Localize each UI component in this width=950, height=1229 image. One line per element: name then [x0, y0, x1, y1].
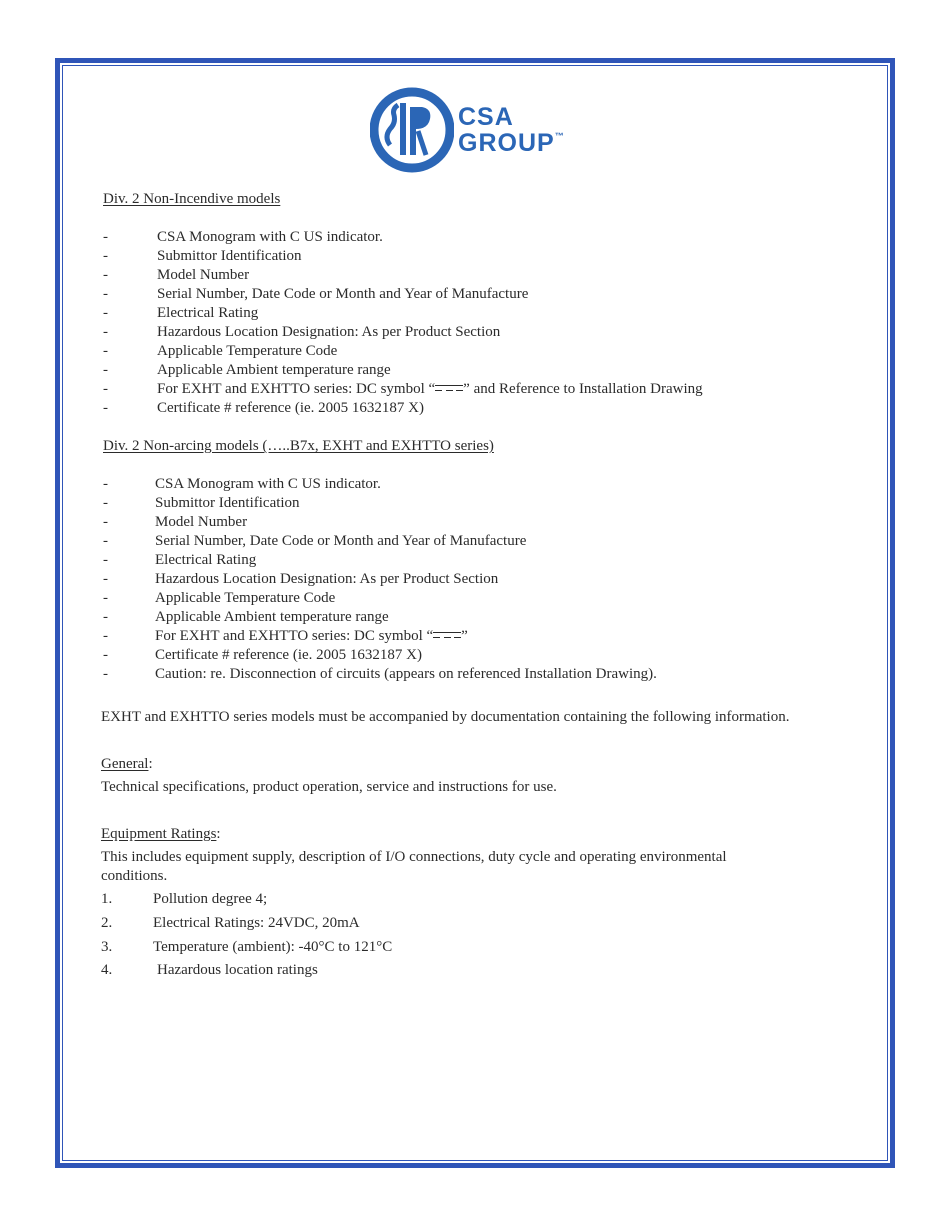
csa-group-logo [370, 85, 600, 175]
list-item: Model Number [155, 514, 248, 530]
section1-heading: Div. 2 Non-Incendive models [103, 191, 281, 207]
list-item: Electrical Ratings: 24VDC, 20mA [153, 915, 360, 931]
ratings-heading-label: Equipment Ratings [101, 826, 217, 842]
list-bullet: - [103, 324, 108, 340]
list-item: CSA Monogram with C US indicator. [157, 229, 383, 245]
logo-text-csa: CSA [458, 103, 514, 131]
list-bullet: - [103, 609, 108, 625]
dc-symbol-icon [433, 632, 461, 640]
list-item: Hazardous Location Designation: As per Product Section [155, 571, 499, 587]
list-bullet: - [103, 229, 108, 245]
list-item-text-before: For EXHT and EXHTTO series: DC symbol “ [157, 381, 436, 397]
list-bullet: - [103, 305, 108, 321]
list-item: Serial Number, Date Code or Month and Year of Manufacture [157, 286, 529, 302]
logo-group-word: GROUP [458, 129, 555, 157]
list-item: Applicable Ambient temperature range [157, 362, 391, 378]
ratings-text-line2: conditions. [101, 868, 168, 884]
list-number: 1. [101, 891, 113, 907]
ratings-text-line1: This includes equipment supply, description of I/O connections, duty cycle and operating environmental [101, 849, 727, 865]
list-item: Caution: re. Disconnection of circuits (appears on referenced Installation Drawing). [155, 666, 657, 682]
list-bullet: - [103, 362, 108, 378]
heading-colon: : [216, 826, 221, 842]
list-item: Temperature (ambient): -40°C to 121°C [153, 939, 393, 955]
list-item: Pollution degree 4; [153, 891, 268, 907]
logo-text-group [458, 131, 564, 156]
documentation-intro: EXHT and EXHTTO series models must be accompanied by documentation containing the following information. [101, 709, 790, 725]
list-bullet: - [103, 533, 108, 549]
list-item: Electrical Rating [155, 552, 257, 568]
list-item: Hazardous location ratings [157, 962, 318, 978]
list-item: Serial Number, Date Code or Month and Year of Manufacture [155, 533, 527, 549]
list-bullet: - [103, 476, 108, 492]
list-item: Applicable Temperature Code [157, 343, 338, 359]
list-item: Electrical Rating [157, 305, 259, 321]
list-bullet: - [103, 647, 108, 663]
ratings-heading [101, 827, 221, 842]
trademark-symbol: ™ [554, 131, 564, 141]
list-bullet: - [103, 590, 108, 606]
list-item: Applicable Temperature Code [155, 590, 336, 606]
list-bullet: - [103, 552, 108, 568]
general-heading [101, 757, 153, 772]
list-item: Model Number [157, 267, 250, 283]
section2-heading: Div. 2 Non-arcing models (…..B7x, EXHT and EXHTTO series) [103, 438, 494, 454]
list-item: CSA Monogram with C US indicator. [155, 476, 381, 492]
csa-monogram-icon [370, 85, 454, 175]
list-item: Applicable Ambient temperature range [155, 609, 389, 625]
list-bullet: - [103, 400, 108, 416]
list-number: 2. [101, 915, 113, 931]
list-item-text-after: ” and Reference to Installation Drawing [463, 381, 703, 397]
list-bullet: - [103, 495, 108, 511]
list-item: Submittor Identification [157, 248, 302, 264]
list-item: Certificate # reference (ie. 2005 1632187 X) [157, 400, 424, 416]
dc-symbol-icon [435, 385, 463, 393]
list-item-text-after: ” [461, 628, 468, 644]
list-bullet: - [103, 381, 108, 397]
general-text: Technical specifications, product operation, service and instructions for use. [101, 779, 557, 795]
list-item-text-before: For EXHT and EXHTTO series: DC symbol “ [155, 628, 434, 644]
list-bullet: - [103, 571, 108, 587]
list-item [157, 382, 703, 397]
list-bullet: - [103, 286, 108, 302]
list-bullet: - [103, 248, 108, 264]
heading-colon: : [148, 756, 153, 772]
list-number: 4. [101, 962, 113, 978]
list-bullet: - [103, 628, 108, 644]
list-bullet: - [103, 267, 108, 283]
list-number: 3. [101, 939, 113, 955]
list-item: Hazardous Location Designation: As per Product Section [157, 324, 501, 340]
list-item: Certificate # reference (ie. 2005 1632187 X) [155, 647, 422, 663]
general-heading-label: General [101, 756, 149, 772]
list-bullet: - [103, 514, 108, 530]
list-bullet: - [103, 343, 108, 359]
list-item: Submittor Identification [155, 495, 300, 511]
list-bullet: - [103, 666, 108, 682]
list-item [155, 629, 468, 644]
